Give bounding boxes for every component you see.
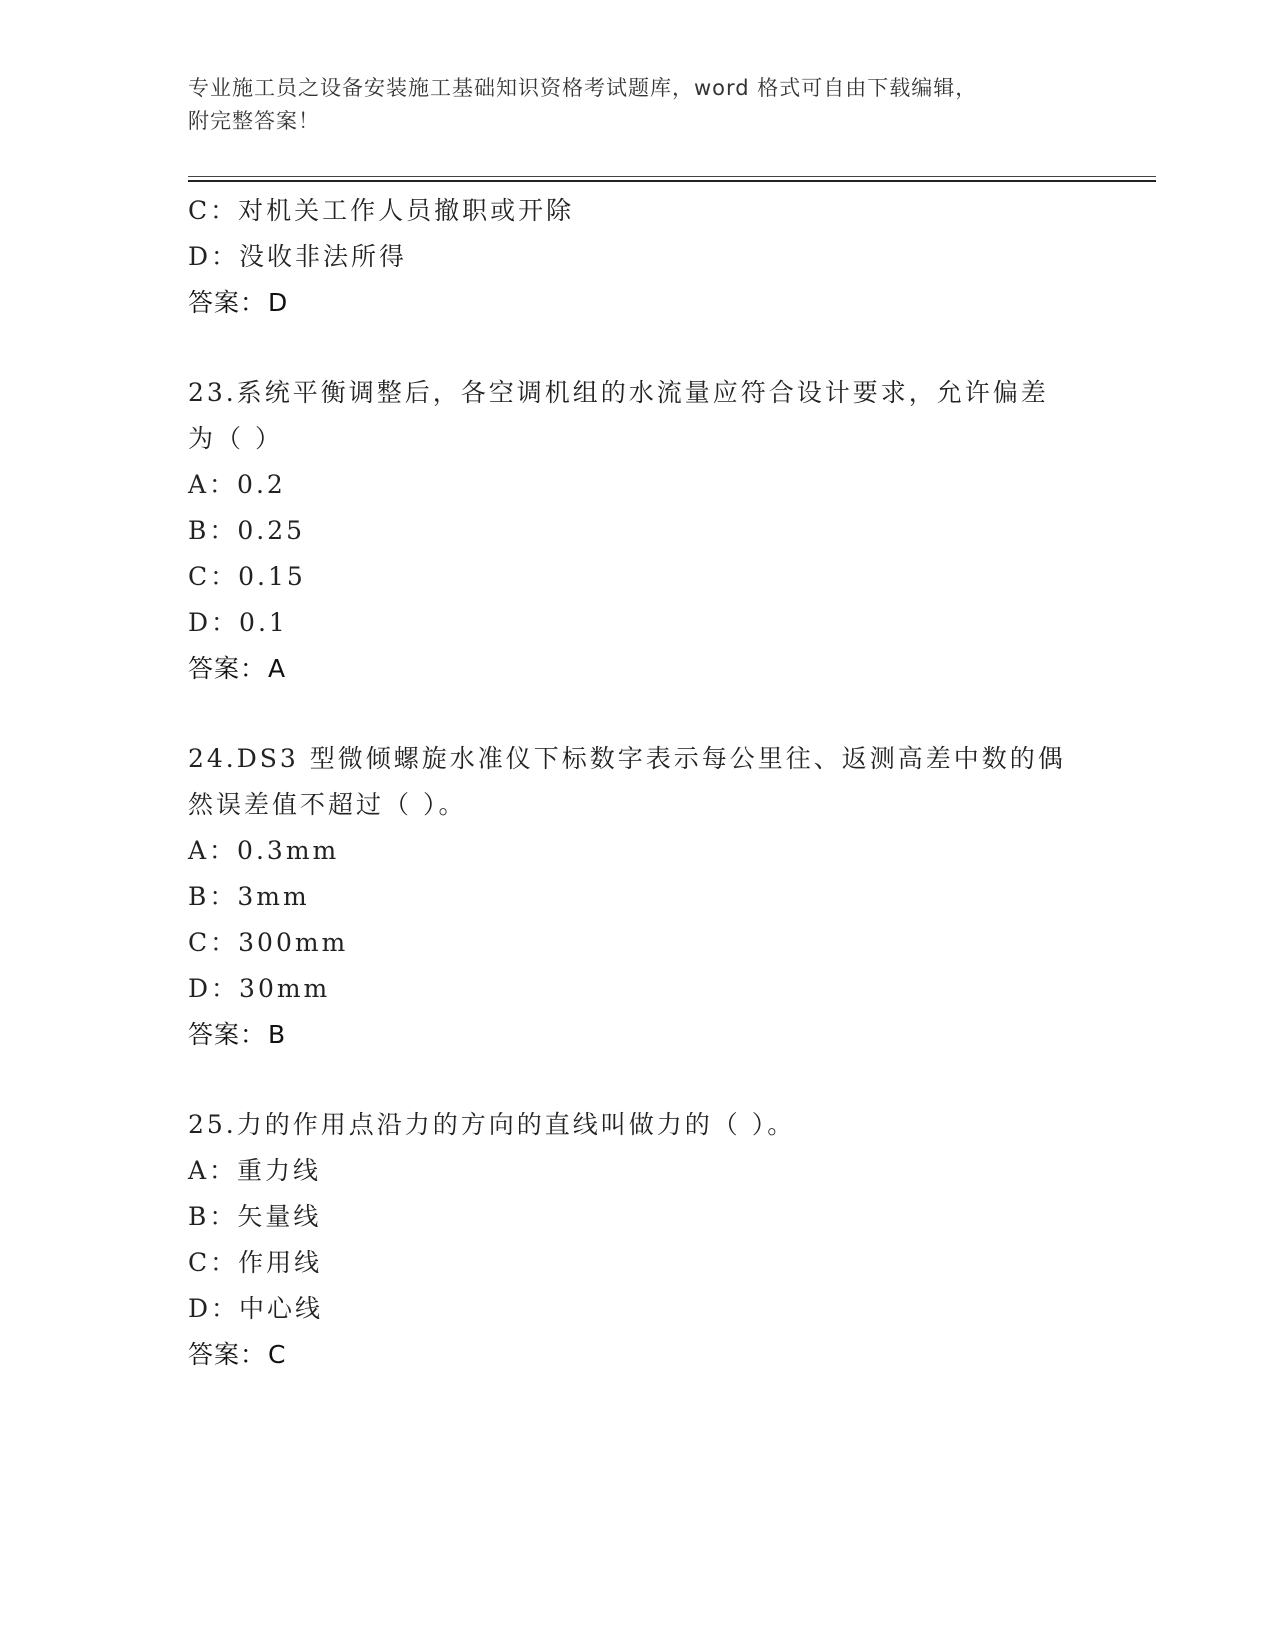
header-line-2: 附完整答案！: [188, 109, 320, 133]
question-23: [188, 370, 1088, 692]
answer-value: D: [268, 288, 289, 317]
option-c: C：0.15: [188, 562, 306, 591]
option-a: A：0.3mm: [188, 836, 340, 865]
answer-label: 答案：: [188, 1020, 267, 1049]
question-25: [188, 1102, 1088, 1378]
option-c: C：300mm: [188, 928, 349, 957]
answer-line: [188, 1012, 1088, 1058]
answer-line: [188, 646, 1088, 692]
answer-label: 答案：: [188, 1340, 267, 1369]
document-header: [188, 72, 1068, 138]
option-b: B：0.25: [188, 516, 306, 545]
header-line-1: 专业施工员之设备安装施工基础知识资格考试题库，word 格式可自由下载编辑，: [188, 76, 978, 100]
question-list: [188, 188, 1088, 1378]
spacer: [188, 1058, 1088, 1102]
spacer: [188, 326, 1088, 370]
question-stem-line-1: 23.系统平衡调整后，各空调机组的水流量应符合设计要求，允许偏差: [188, 378, 1049, 407]
question-stem-line-2: 为（ ）: [188, 424, 283, 453]
option-d: D：中心线: [188, 1294, 324, 1323]
question-stem-line-2: 然误差值不超过（ ）。: [188, 790, 467, 819]
option-b: B：矢量线: [188, 1202, 322, 1231]
header-divider-thin: [188, 176, 1156, 177]
question-22-continuation: [188, 188, 1088, 326]
option-a: A：重力线: [188, 1156, 322, 1185]
question-stem-line-1: 24.DS3 型微倾螺旋水准仪下标数字表示每公里往、返测高差中数的偶: [188, 744, 1066, 773]
header-divider-thick: [188, 180, 1156, 182]
answer-value: A: [268, 654, 287, 683]
option-d: D：0.1: [188, 608, 288, 637]
option-b: B：3mm: [188, 882, 310, 911]
option-c: C：作用线: [188, 1248, 323, 1277]
answer-value: B: [268, 1020, 287, 1049]
option-a: A：0.2: [188, 470, 286, 499]
answer-line: [188, 280, 1088, 326]
option-d: D：没收非法所得: [188, 242, 408, 271]
question-24: [188, 736, 1088, 1058]
answer-label: 答案：: [188, 288, 267, 317]
answer-label: 答案：: [188, 654, 267, 683]
option-d: D：30mm: [188, 974, 331, 1003]
answer-value: C: [268, 1340, 287, 1369]
option-c: C：对机关工作人员撤职或开除: [188, 196, 575, 225]
answer-line: [188, 1332, 1088, 1378]
question-stem-line-1: 25.力的作用点沿力的方向的直线叫做力的（ ）。: [188, 1110, 796, 1139]
spacer: [188, 692, 1088, 736]
